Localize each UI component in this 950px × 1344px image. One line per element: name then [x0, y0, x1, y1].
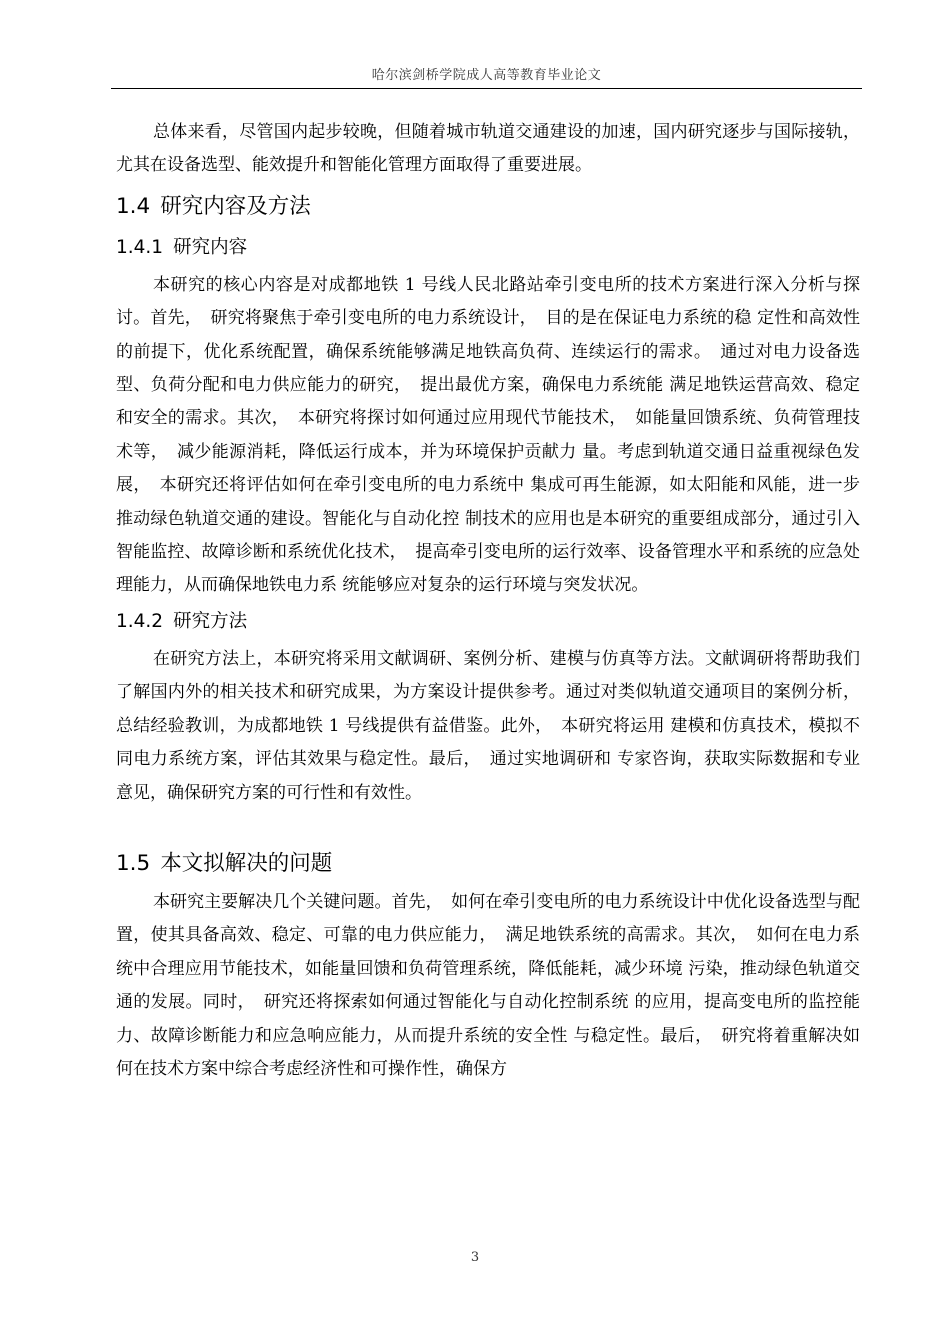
research-content-paragraph: 本研究的核心内容是对成都地铁 1 号线人民北路站牵引变电所的技术方案进行深入分析与探讨。首先， 研究将聚焦于牵引变电所的电力系统设计， 目的是在保证电力系统的稳 定性和高效性的前提下，优化系统配置，确保系统能够满足地铁高负荷、连续运行的需求。 通过对电力设备选型、负荷分配和电力供应能力的研究， 提出最优方案，确保电力系统能 满足地铁运营高效、稳定和安全的需求。其次， 本研究将探讨如何通过应用现代节能技术， 如能量回馈系统、负荷管理技术等， 减少能源消耗，降低运行成本，并为环境保护贡献力 量。考虑到轨道交通日益重视绿色发展， 本研究还将评估如何在牵引变电所的电力系统中 集成可再生能源，如太阳能和风能，进一步推动绿色轨道交通的建设。智能化与自动化控 制技术的应用也是本研究的重要组成部分，通过引入智能监控、故障诊断和系统优化技术， 提高牵引变电所的运行效率、设备管理水平和系统的应急处理能力，从而确保地铁电力系 统能够应对复杂的运行环境与突发状况。 — [116, 274, 860, 596]
section-title: 研究内容及方法 — [160, 193, 311, 219]
problems-paragraph: 本研究主要解决几个关键问题。首先， 如何在牵引变电所的电力系统设计中优化设备选型与配置，使其具备高效、稳定、可靠的电力供应能力， 满足地铁系统的高需求。其次， 如何在电力系统中合理应用节能技术，如能量回馈和负荷管理系统，降低能耗，减少环境 污染，推动绿色轨道交通的发展。同时， 研究还将探索如何通过智能化与自动化控制系统 的应用，提高变电所的监控能力、故障诊断能力和应急响应能力，从而提升系统的安全性 与稳定性。最后， 研究将着重解决如何在技术方案中综合考虑经济性和可操作性，确保方 — [116, 891, 860, 1079]
subsection-heading-1-4-2 — [116, 609, 860, 635]
intro-paragraph: 总体来看，尽管国内起步较晚，但随着城市轨道交通建设的加速，国内研究逐步与国际接轨，尤其在设备选型、能效提升和智能化管理方面取得了重要进展。 — [116, 122, 860, 176]
research-method-paragraph: 在研究方法上，本研究将采用文献调研、案例分析、建模与仿真等方法。文献调研将帮助我们了解国内外的相关技术和研究成果，为方案设计提供参考。通过对类似轨道交通项目的案例分析，总结经验教训，为成都地铁 1 号线提供有益借鉴。此外， 本研究将运用 建模和仿真技术，模拟不同电力系统方案，评估其效果与稳定性。最后， 通过实地调研和 专家咨询，获取实际数据和专业意见，确保研究方案的可行性和有效性。 — [116, 648, 860, 803]
header-divider — [111, 88, 862, 89]
subsection-title: 研究内容 — [173, 236, 248, 258]
section-heading-1-5 — [116, 850, 860, 878]
section-number: 1.4 — [116, 193, 151, 219]
section-heading-1-4 — [116, 193, 860, 221]
section-number: 1.5 — [116, 850, 151, 876]
subsection-number: 1.4.1 — [116, 236, 164, 258]
running-header: 哈尔滨剑桥学院成人高等教育毕业论文 — [371, 68, 602, 83]
subsection-heading-1-4-1 — [116, 235, 860, 261]
subsection-number: 1.4.2 — [116, 610, 164, 632]
subsection-title: 研究方法 — [173, 610, 248, 632]
section-title: 本文拟解决的问题 — [160, 850, 333, 876]
page-number: 3 — [470, 1250, 480, 1265]
document-body — [116, 116, 860, 1086]
